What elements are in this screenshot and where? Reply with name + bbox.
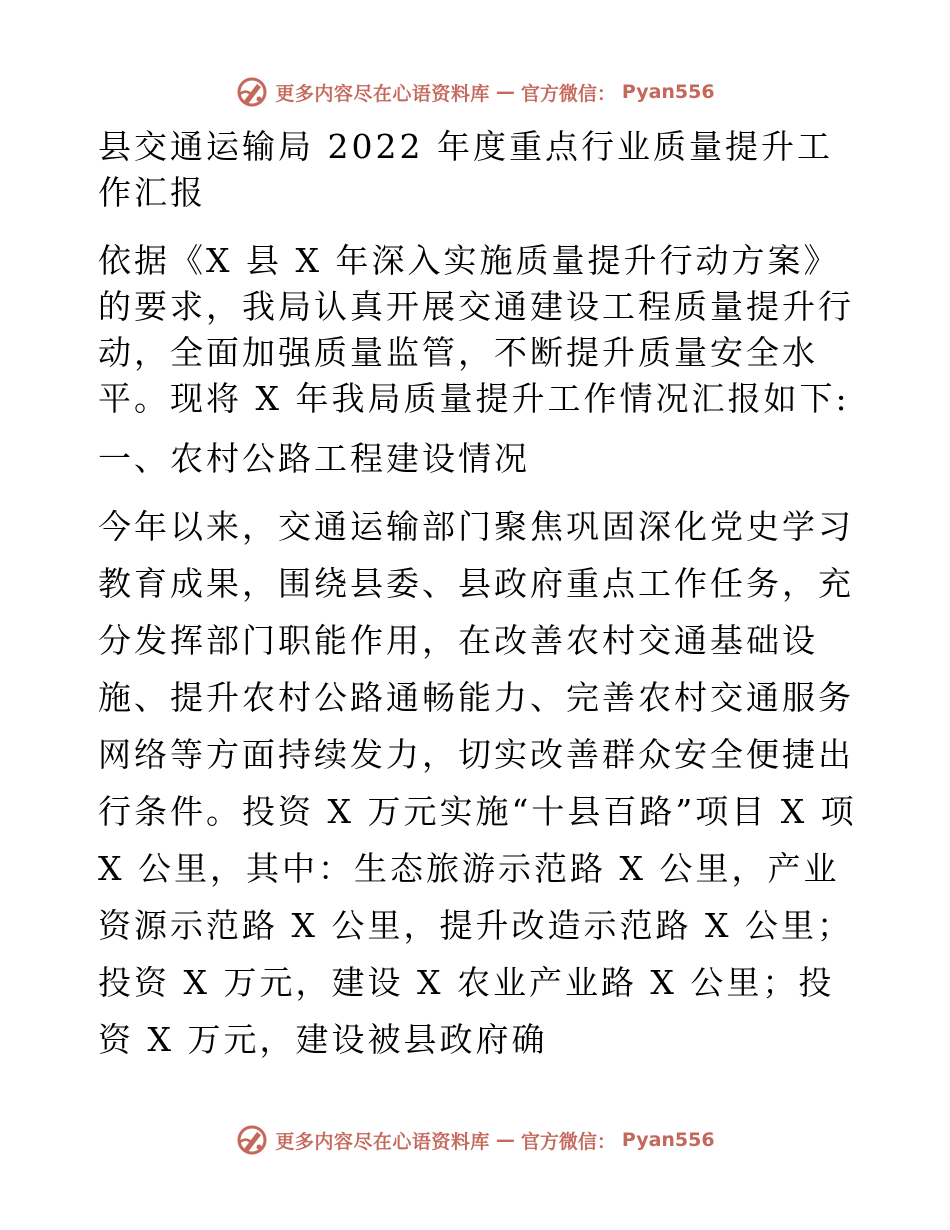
footer-watermark [0, 1120, 950, 1160]
watermark-brand: 更多内容尽在心语资料库 [275, 82, 490, 105]
pen-seal-icon [235, 75, 269, 109]
section-heading: 一、农村公路工程建设情况 [98, 439, 530, 478]
document-body [98, 124, 858, 1068]
watermark-wechat-id: Pyan556 [621, 81, 715, 103]
watermark [235, 1123, 714, 1157]
section-paragraph: 今年以来，交通运输部门聚焦巩固深化党史学习教育成果，围绕县委、县政府重点工作任务，充分发挥部门职能作用，在改善农村交通基础设施、提升农村公路通畅能力、完善农村交通服务网络等方面持续发力，切实改善群众安全便捷出行条件。投资 X 万元实施“十县百路”项目 X 项 X 公里，其中：生态旅游示范路 X 公里，产业资源示范路 X 公里，提升改造示范路 X 公里；投资 X 万元，建设 X 农业产业路 X 公里；投资 X 万元，建设被县政府确 [98, 507, 857, 1059]
watermark-separator: — [495, 81, 515, 103]
intro-paragraph: 依据《X 县 X 年深入实施质量提升行动方案》的要求，我局认真开展交通建设工程质量提升行动，全面加强质量监管，不断提升质量安全水平。现将 X 年我局质量提升工作情况汇报如下: [98, 241, 854, 418]
document-title: 县交通运输局 2022 年度重点行业质量提升工作汇报 [98, 127, 833, 212]
pen-seal-icon [235, 1123, 269, 1157]
watermark-brand: 更多内容尽在心语资料库 [275, 1130, 490, 1153]
watermark-separator: — [495, 1129, 515, 1151]
watermark-official: 官方微信： [520, 82, 616, 105]
watermark [235, 75, 714, 109]
header-watermark [0, 72, 950, 112]
watermark-wechat-id: Pyan556 [621, 1129, 715, 1151]
watermark-official: 官方微信： [520, 1130, 616, 1153]
